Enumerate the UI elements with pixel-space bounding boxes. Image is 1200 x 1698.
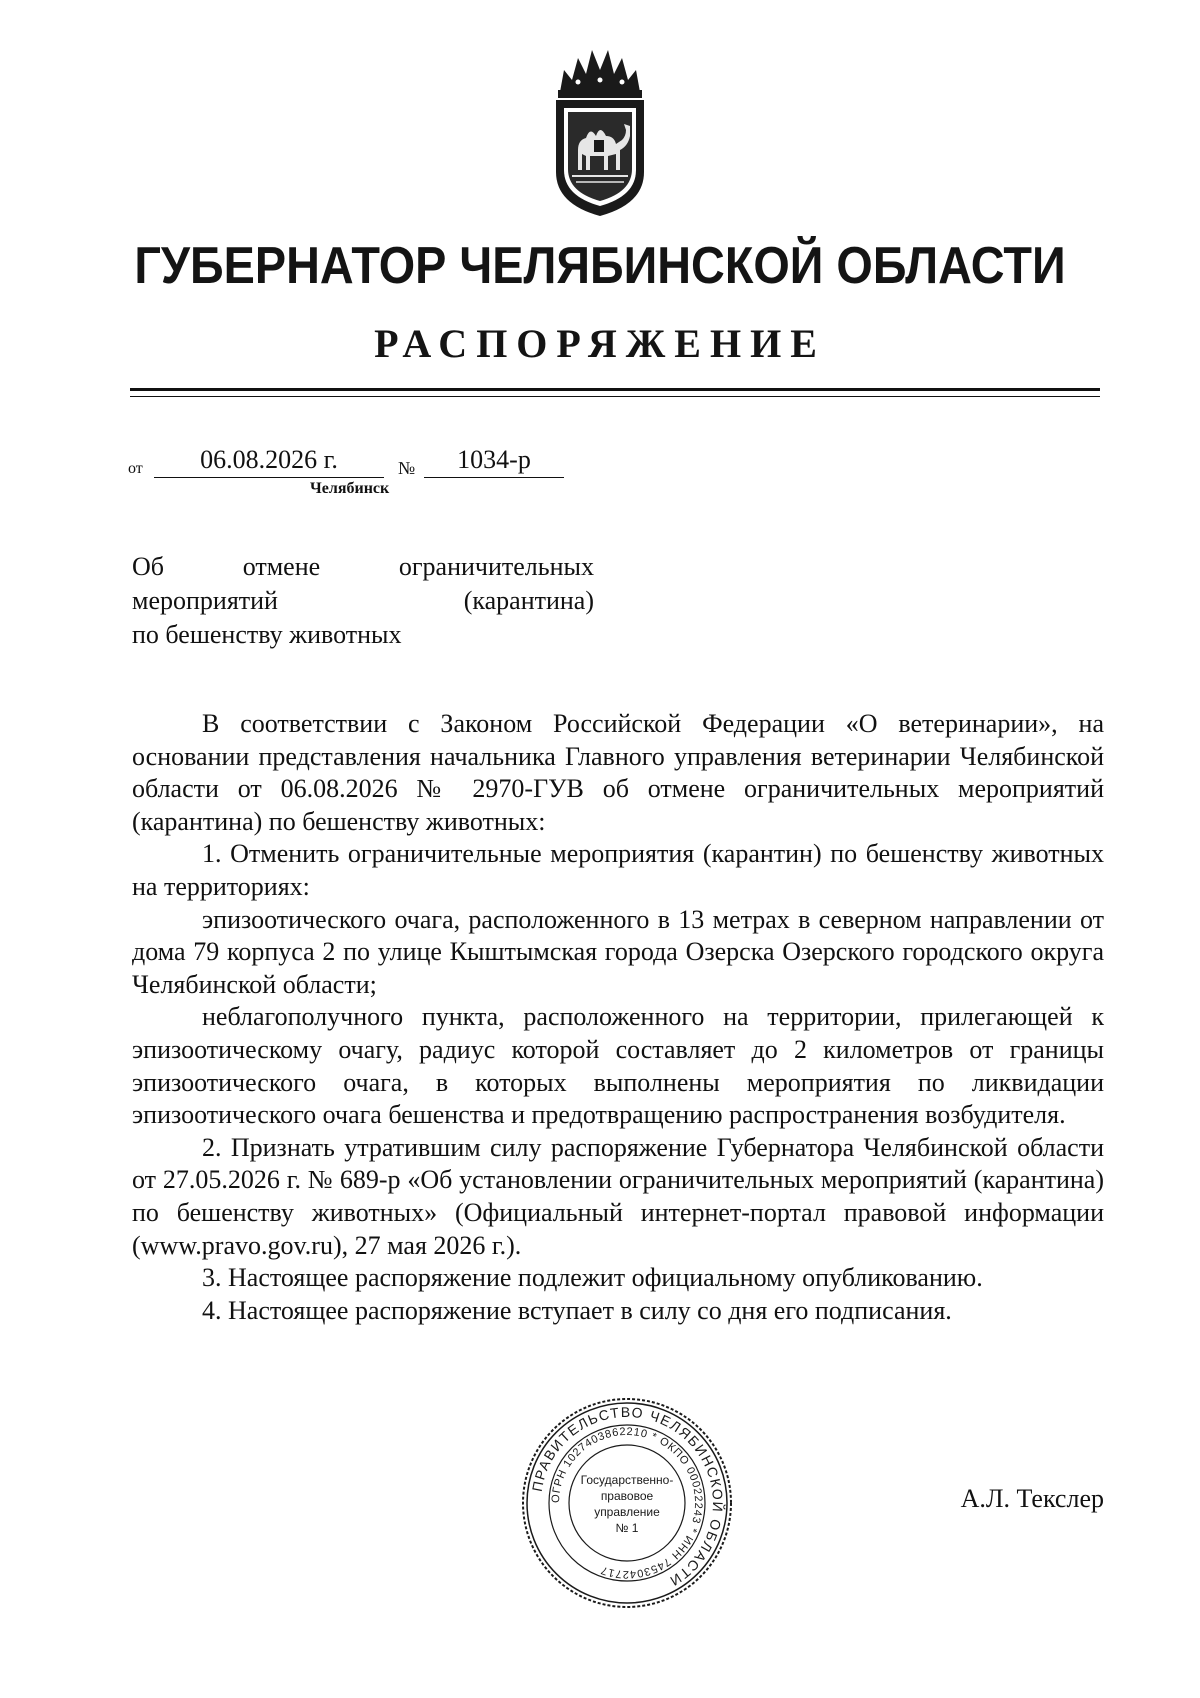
header-rule-thin xyxy=(130,396,1100,397)
subject-word: ограничительных xyxy=(398,552,594,581)
subject-word: (карантина) xyxy=(463,586,594,615)
body-item-3: 3. Настоящее распоряжение подлежит официальному опубликованию. xyxy=(202,1263,983,1293)
seal-center-line-2: правовое xyxy=(600,1489,654,1503)
date-prefix: от xyxy=(128,460,143,477)
body-item-1b: неблагополучного пункта, расположенного на территории, прилегающей к эпизоотическому очагу, радиус которой составляет до 2 километров от границы эпизоотического очага, в которых выполнены мероприятия по ликвидации эпизоотического очага бешенства и предотвращению распространения возбудителя. xyxy=(132,1002,1104,1130)
subject-line-1 xyxy=(132,550,594,584)
subject-line-2 xyxy=(132,584,594,618)
subject-word: Об xyxy=(132,552,165,581)
body-item-1: 1. Отменить ограничительные мероприятия (карантин) по бешенству животных на территориях: xyxy=(132,839,1104,901)
issue-city: Челябинск xyxy=(310,480,390,497)
issuing-authority: ГУБЕРНАТОР ЧЕЛЯБИНСКОЙ ОБЛАСТИ xyxy=(134,237,1066,295)
document-body xyxy=(132,708,1104,1327)
seal-ring-text: ОГРН 1027403862210 * ОКПО 00022243 * ИНН 7453042717 xyxy=(549,1425,705,1581)
subject-line-3: по бешенству животных xyxy=(132,620,402,649)
header-rule-thick xyxy=(130,388,1100,391)
body-item-4: 4. Настоящее распоряжение вступает в силу со дня его подписания. xyxy=(202,1295,952,1325)
seal-center-line-1: Государственно- xyxy=(580,1473,674,1487)
document-date: 06.08.2026 г. xyxy=(154,443,384,478)
signatory-name: А.Л. Текслер xyxy=(960,1484,1104,1513)
seal-center-line-4: № 1 xyxy=(615,1521,639,1535)
document-type: РАСПОРЯЖЕНИЕ xyxy=(374,321,826,366)
document-number: 1034-р xyxy=(424,443,564,478)
coat-of-arms-emblem xyxy=(538,40,662,220)
body-item-1a: эпизоотического очага, расположенного в 13 метрах в северном направлении от дома 79 корпуса 2 по улице Кыштымская города Озерска Озерского городского округа Челябинской области; xyxy=(132,904,1104,999)
official-seal-stamp xyxy=(520,1396,734,1610)
body-intro: В соответствии с Законом Российской Федерации «О ветеринарии», на основании представления начальника Главного управления ветеринарии Челябинской области от 06.08.2026 № 2970-ГУВ об отмене ограничительных мероприятий (карантина) по бешенству животных: xyxy=(132,709,1104,836)
seal-outer-text: ПРАВИТЕЛЬСТВО ЧЕЛЯБИНСКОЙ ОБЛАСТИ xyxy=(528,1403,727,1590)
number-prefix: № xyxy=(398,458,416,478)
subject-word: мероприятий xyxy=(132,586,278,615)
body-item-2: 2. Признать утратившим силу распоряжение Губернатора Челябинской области от 27.05.2026 г. № 689-р «Об установлении ограничительных мероприятий (карантина) по бешенству животных» (Официальный интернет-портал правовой информации (www.pravo.gov.ru), 27 мая 2026 г.). xyxy=(132,1132,1104,1260)
subject-word: отмене xyxy=(242,552,321,581)
seal-center-line-3: управление xyxy=(594,1505,660,1519)
document-subject xyxy=(132,550,594,652)
